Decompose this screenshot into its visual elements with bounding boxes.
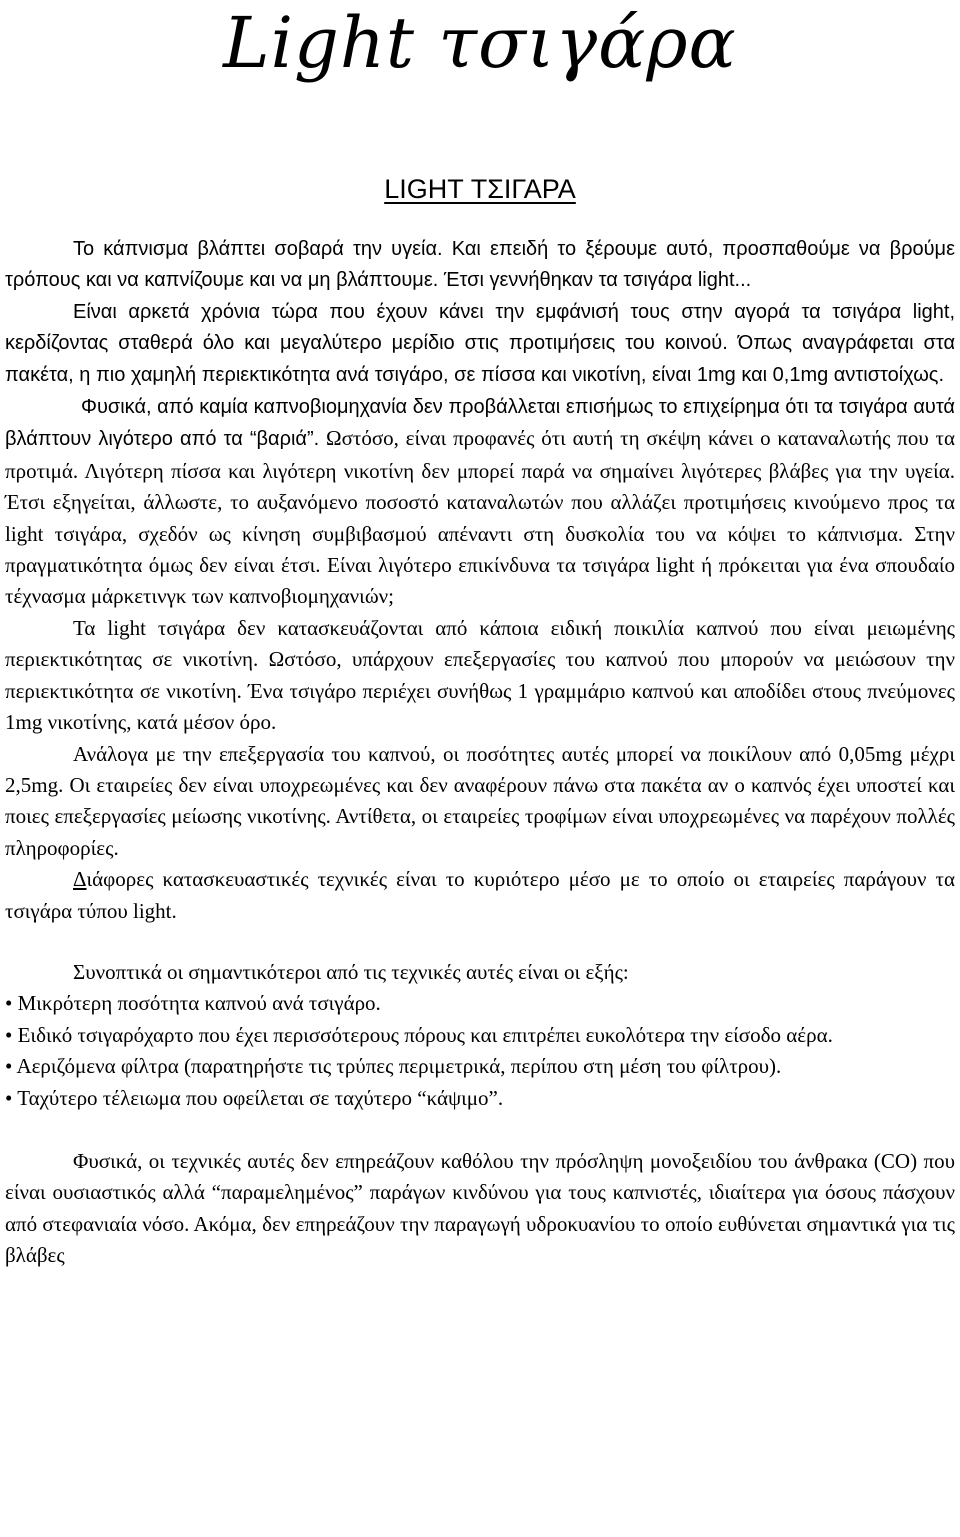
paragraph-processing-text: Τα light τσιγάρα δεν κατασκευάζονται από κάποια ειδική ποικιλία καπνού που είναι μειωμένης περιεκτικότητας σε νικοτίνη. Ωστόσο, υπάρχουν επεξεργασίες του καπνού που μπορούν να μειώσουν την περιεκτικότητα σε νικοτίνη. Ένα τσιγάρο περιέχει συνήθως 1 γραμμάριο καπνού και αποδίδει στους πνεύμονες 1mg νικοτίνης, κατά μέσον όρο.: [5, 615, 955, 735]
paragraph-summary: [5, 957, 955, 988]
paragraph-intro-text: Το κάπνισμα βλάπτει σοβαρά την υγεία. Και επειδή το ξέρουμε αυτό, προσπαθούμε να βρούμε τρόπους και να καπνίζουμε και να μη βλάπτουμε. Έτσι γεννήθηκαν τα τσιγάρα light...: [5, 238, 955, 292]
bullet-item: • Ταχύτερο τέλειωμα που οφείλεται σε ταχύτερο “κάψιμο”.: [5, 1085, 504, 1110]
paragraph-claims-text-2: Ωστόσο, είναι προφανές ότι αυτή τη σκέψη κάνει ο καταναλωτής που τα προτιμά.: [5, 426, 956, 483]
paragraph-summary-text: Συνοπτικά οι σημαντικότεροι από τις τεχνικές αυτές είναι οι εξής:: [73, 959, 629, 984]
paragraph-claims-text: Φυσικά, από καμία καπνοβιομηχανία δεν προβάλλεται επισήμως το επιχείρημα ότι τα τσιγάρα αυτά βλάπτουν λιγότερο από τα “βαριά”.: [5, 396, 955, 451]
paragraph-market-text: Είναι αρκετά χρόνια τώρα που έχουν κάνει την εμφάνισή τους στην αγορά τα τσιγάρα light, κερδίζοντας σταθερά όλο και μεγαλύτερο μερίδιο στις προτιμήσεις του κοινού.: [5, 300, 955, 355]
paragraph-techniques-text: ιάφορες κατασκευαστικές τεχνικές είναι το κυριότερο μέσο με το οποίο οι εταιρείες παράγουν τα τσιγάρα τύπου light.: [5, 867, 955, 923]
paragraph-carbon-monoxide-text: Φυσικά, οι τεχνικές αυτές δεν επηρεάζουν καθόλου την πρόσληψη μονοξειδίου του άνθρακα (CO) που είναι ουσιαστικός αλλά “παραμελημένος” παράγων κινδύνου για τους καπνιστές, ιδιαίτερα για όσους πάσχουν από στεφανιαία νόσο. Ακόμα, δεν επηρεάζουν την παραγωγή υδροκυανίου το οποίο ευθύνεται σημαντικά για τις βλάβες: [5, 1148, 955, 1268]
bullet-item: • Ειδικό τσιγαρόχαρτο που έχει περισσότερους πόρους και επιτρέπει ευκολότερα την είσοδο αέρα.: [5, 1022, 833, 1047]
document-body: [5, 234, 955, 1272]
document-title: Light τσιγάρα: [223, 2, 737, 84]
paragraph-market: [5, 297, 955, 391]
paragraph-carbon-monoxide: [5, 1146, 955, 1272]
paragraph-techniques: [5, 864, 955, 927]
paragraph-market-text-2: Όπως αναγράφεται στα πακέτα, η πιο χαμηλή περιεκτικότητα ανά τσιγάρο, σε πίσσα και νικοτίνη, είναι 1mg και 0,1mg αντιστοίχως.: [5, 332, 956, 386]
paragraph-processing: [5, 613, 955, 739]
paragraph-claims-text-3: Λιγότερη πίσσα και λιγότερη νικοτίνη δεν μπορεί παρά να σημαίνει λιγότερες βλάβες για την υγεία. Έτσι εξηγείται, άλλωστε, το αυξανόμενο ποσοστό καταναλωτών που αλλάζει προτιμήσεις κινούμενο προς τα light τσιγάρα, σχεδόν ως κίνηση συμβιβασμού απέναντι στη δυσκολία του να κόψει το κάπνισμα. Στην πραγματικότητα όμως δεν είναι έτσι. Είναι λιγότερο επικίνδυνα τα τσιγάρα light ή πρόκειται για ένα σπουδαίο τέχνασμα μάρκετινγκ των καπνοβιομηχανιών;: [5, 458, 955, 609]
section-heading-text: LIGHT ΤΣΙΓΑΡΑ: [384, 174, 576, 204]
paragraph-claims: [5, 391, 955, 613]
bullet-item: • Μικρότερη ποσότητα καπνού ανά τσιγάρο.: [5, 991, 381, 1016]
paragraph-quantities: [5, 739, 955, 865]
paragraph-techniques-initial: Δ: [73, 867, 87, 892]
paragraph-quantities-text: Ανάλογα με την επεξεργασία του καπνού, οι ποσότητες αυτές μπορεί να ποικίλουν από 0,05mg μέχρι 2,5mg. Οι εταιρείες δεν είναι υποχρεωμένες και δεν αναφέρουν πάνω στα πακέτα αν ο καπνός έχει υποστεί και ποιες επεξεργασίες μείωσης νικοτίνης. Αντίθετα, οι εταιρείες τροφίμων είναι υποχρεωμένες να παρέχουν πολλές πληροφορίες.: [5, 741, 955, 860]
paragraph-intro: [5, 234, 955, 297]
section-heading: [0, 171, 960, 207]
bullet-item: • Αεριζόμενα φίλτρα (παρατηρήστε τις τρύπες περιμετρικά, περίπου στη μέση του φίλτρου).: [5, 1054, 782, 1079]
